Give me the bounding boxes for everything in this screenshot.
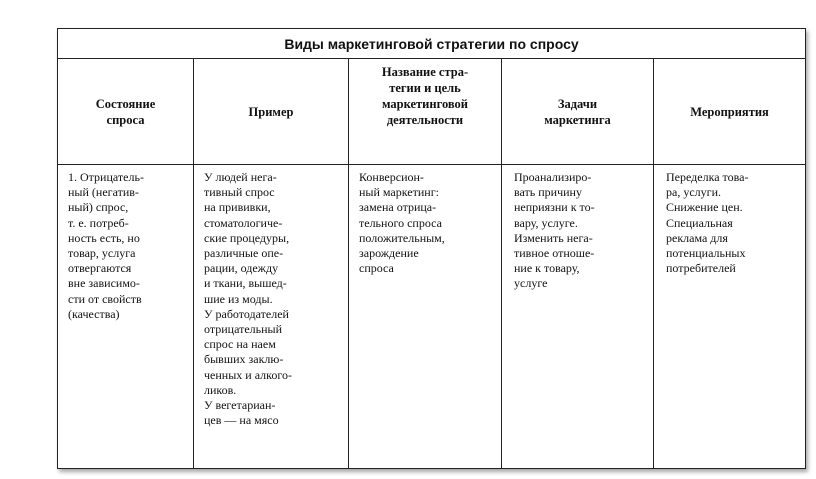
cell-example: У людей нега- тивный спрос на прививки, стоматологиче- ские процедуры, различные опе- рации, одежду и ткани, вышед- шие из моды. У работодателей отрицательный спрос на наем бывших заклю- ченных и алкого- ликов. У вегетариан- цев — на мясо (204, 170, 292, 428)
column-strategy-name (349, 59, 502, 468)
column-demand-state (58, 59, 194, 468)
header-example (194, 59, 348, 165)
header-measures-label: Мероприятия (690, 104, 769, 119)
header-strategy-name (349, 59, 501, 165)
header-marketing-tasks (502, 59, 653, 165)
header-measures (654, 59, 805, 165)
header-demand-state-label: Состояние спроса (95, 96, 156, 127)
marketing-strategy-table (57, 28, 806, 469)
header-marketing-tasks-label: Задачи маркетинга (544, 96, 611, 127)
table-title: Виды маркетинговой стратегии по спросу (58, 29, 805, 59)
column-measures (654, 59, 805, 468)
cell-measures: Переделка това- ра, услуги. Снижение цен. Специальная реклама для потенциальных потребителей (666, 170, 749, 276)
cell-marketing-tasks: Проанализиро- вать причину неприязни к то- вару, услуге. Изменить нега- тивное отноше- ние к товару, услуге (514, 170, 595, 291)
header-demand-state (58, 59, 193, 165)
header-example-label: Пример (248, 104, 294, 119)
column-example (194, 59, 349, 468)
cell-demand-state: 1. Отрицатель- ный (негатив- ный) спрос, т. е. потреб- ность есть, но товар, услуга отвергаются вне зависимо- сти от свойств (качества) (68, 170, 144, 321)
cell-strategy-name: Конверсион- ный маркетинг: замена отрица- тельного спроса положительным, зарождение спроса (359, 170, 445, 276)
column-marketing-tasks (502, 59, 654, 468)
header-strategy-name-label: Название стра- тегии и цель маркетинговой деятельности (381, 65, 469, 127)
